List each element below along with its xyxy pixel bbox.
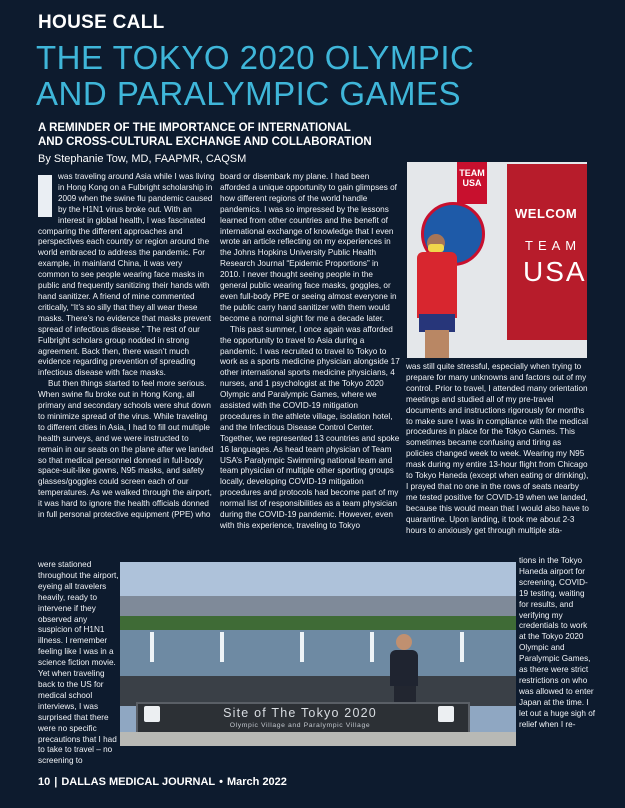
person-shirt — [417, 252, 457, 318]
section-label: HOUSE CALL — [38, 12, 165, 33]
title-line-1: THE TOKYO 2020 OLYMPIC — [36, 39, 475, 76]
article-subtitle — [38, 121, 598, 149]
paragraph: tions in the Tokyo Haneda airport for screening, COVID-19 testing, waiting for results, and verifying my credentials to work at the Tokyo 2020 Olympic and Paralympic Games, as there were strict restrictions on who was allowed to enter Japan at the time. I let out a huge sigh of relief when I re- — [519, 556, 596, 729]
person-head — [396, 634, 412, 650]
article-title — [36, 40, 596, 112]
paralympic-emblem-icon — [438, 706, 454, 722]
paragraph: were stationed throughout the airport, eyeing all travelers heavily, ready to intervene if they observed any suspicion of H1N1 illness. I remember feeling like I was in a science fiction movie. Yet when traveling back to the US for medical school interviews, I was surprised that there were no specific precautions that I had to take to travel – no screening to — [38, 560, 119, 766]
sign-sub-text: Olympic Village and Paralympic Village — [229, 722, 371, 729]
photo-team-usa — [407, 162, 587, 358]
person-legs — [425, 330, 449, 358]
fountain-jet — [370, 632, 374, 662]
person-body — [390, 650, 418, 686]
photo-olympic-village — [120, 562, 516, 746]
paragraph: was still quite stressful, especially when trying to prepare for many unknowns and factors out of my control. Prior to travel, I attended many orientation meetings and studied all of my pre-travel documents and instructions rigorously for months to make sure I was in compliance with the medical procedures in place for the Tokyo Games. This sometimes became confusing and tiring as policies changed week to week. Wearing my N95 mask during my entire 13-hour flight from Chicago to Tokyo Haneda (except when eating or drinking), I prayed that no one in the rows of seats nearby me tested positive for COVID-19 when we landed, because this would mean that I would also have to quarantine. Upon landing, it took me about 2-3 hours to anxiously get through multiple sta- — [406, 362, 589, 535]
column-2 — [220, 172, 400, 564]
page-number: 10 — [38, 776, 51, 788]
column-1 — [38, 172, 215, 566]
column-1-narrow — [38, 560, 122, 768]
photo-ground — [120, 732, 516, 746]
column-3 — [406, 362, 589, 556]
fountain-jet — [150, 632, 154, 662]
byline: By Stephanie Tow, MD, FAAPMR, CAQSM — [38, 153, 247, 165]
paragraph: This past summer, I once again was afforded the opportunity to travel to Asia during a pandemic. I was recruited to travel to Tokyo to work as a sports medicine physician alongside 17 other international sports medicine physicians, 4 nurses, and 1 psychologist at the Tokyo 2020 Olympic and Paralympic Games, where we assisted with the COVID-19 mitigation procedures in the athlete village, isolation hotel, and the Infectious Disease Control Center. Together, we represented 13 countries and spoke 16 languages. As head team physician of Team USA’s Paralympic Swimming national team and team physician of multiple other sporting groups locally, developing COVID-19 mitigation procedures and protocols had become part of my normal list of responsibilities as a team physician during the COVID-19 pandemic. However, even with this experience, traveling to Tokyo — [220, 324, 400, 530]
title-line-2: AND PARALYMPIC GAMES — [36, 75, 462, 112]
drop-cap — [38, 175, 52, 217]
paragraph: But then things started to feel more serious. When swine flu broke out in Hong Kong, all primary and secondary schools were shut down to minimize spread of the virus. While traveling to different cities in Asia, I had to fill out multiple health surveys, and we were instructed to remain in our seats on the plane after we landed so that medical personnel donned in full-body space-suit-like gowns, N95 masks, and safety glasses/goggles could screen each of our temperatures. As we walked through the airport, it was hard to ignore the health officials donned in full personal protective equipment (PPE) who — [38, 379, 214, 520]
face-mask-icon — [428, 244, 444, 252]
issue-date: March 2022 — [226, 776, 287, 788]
fountain-jet — [300, 632, 304, 662]
page-footer: 10 | DALLAS MEDICAL JOURNAL • March 2022 — [38, 776, 287, 788]
column-3-narrow — [519, 556, 596, 768]
banner-welcome-text: WELCOM — [515, 206, 578, 221]
journal-name: DALLAS MEDICAL JOURNAL — [61, 776, 216, 788]
paragraph: was traveling around Asia while I was living in Hong Kong on a Fulbright scholarship in 2009 when the swine flu pandemic caused by the H1N1 virus broke out. With an interest in global health, I was fascinated comparing the different approaches and perspectives each country or region around the world embraced to address the pandemic. For example, in mainland China, it was very common to see people wearing face masks in public and frequently sanitizing their hands with hand sanitizer. A friend of mine commented critically, “It’s so silly that they all wear these masks. There’s no evidence that masks prevent spread of infectious disease.” The rest of our Fulbright scholars group nodded in strong agreement. Back then, there wasn’t much evidence regarding prevention of spreading infectious disease with face masks. — [38, 172, 215, 378]
banner-usa-text: USA — [523, 256, 587, 287]
banner-team-text: TEAM — [525, 238, 582, 253]
subtitle-line-1: A REMINDER OF THE IMPORTANCE OF INTERNATIONAL — [38, 122, 351, 134]
paragraph: board or disembark my plane. I had been afforded a unique opportunity to gain glimpses of how different regions of the world handle pandemics. I was so impressed by the lessons learned from other countries and the benefit of international exchange of knowledge that I even wrote an article reflecting on my experiences in the Johns Hopkins University Public Health Research Journal “Epidemic Proportions” in 2010. I never thought seeing people in the general public wearing face masks, goggles, or even full-body PPE or seeing almost everyone in the public carry hand sanitizer with them would become a normal sight for me a decade later. — [220, 172, 397, 323]
fountain-pool — [120, 630, 516, 682]
fountain-jet — [460, 632, 464, 662]
subtitle-line-2: AND CROSS-CULTURAL EXCHANGE AND COLLABORATION — [38, 136, 372, 148]
team-usa-small-banner: TEAM USA — [457, 162, 487, 204]
sign-main-text: Site of The Tokyo 2020 — [223, 706, 377, 720]
olympic-emblem-icon — [144, 706, 160, 722]
fountain-jet — [220, 632, 224, 662]
